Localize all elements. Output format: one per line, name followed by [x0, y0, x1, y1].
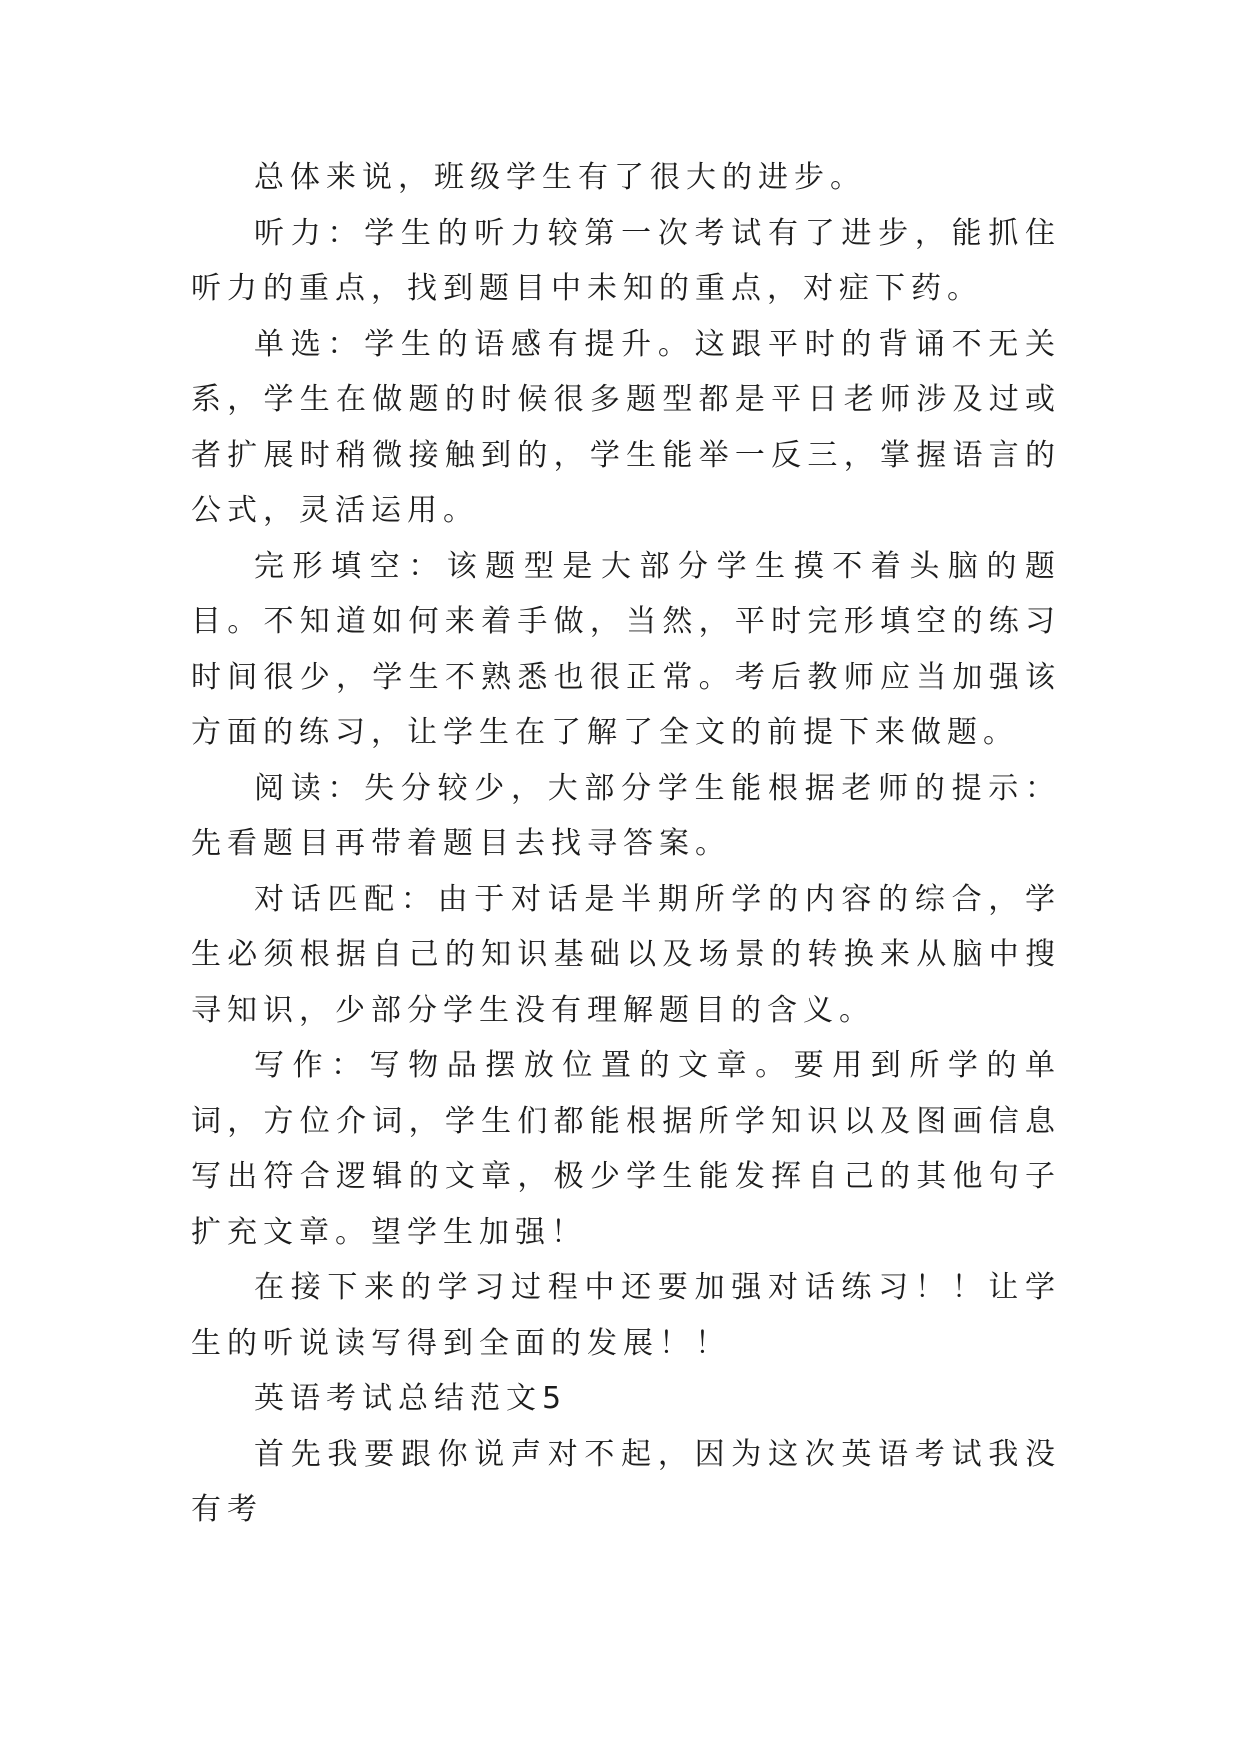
paragraph-cloze: 完形填空：该题型是大部分学生摸不着头脑的题目。不知道如何来着手做，当然，平时完形填空的练习时间很少，学生不熟悉也很正常。考后教师应当加强该方面的练习，让学生在了解了全文的前提下来做题。	[191, 548, 1061, 750]
paragraph-listening: 听力：学生的听力较第一次考试有了进步，能抓住听力的重点，找到题目中未知的重点，对症下药。	[191, 215, 1061, 306]
document-body	[191, 150, 1061, 1538]
paragraph-next-steps: 在接下来的学习过程中还要加强对话练习！！让学生的听说读写得到全面的发展！！	[191, 1270, 1061, 1361]
paragraph-reading: 阅读：失分较少，大部分学生能根据老师的提示：先看题目再带着题目去找寻答案。	[191, 770, 1061, 861]
paragraph-writing: 写作：写物品摆放位置的文章。要用到所学的单词，方位介词，学生们都能根据所学知识以及图画信息写出符合逻辑的文章，极少学生能发挥自己的其他句子扩充文章。望学生加强！	[191, 1048, 1061, 1250]
paragraph-dialogue-matching: 对话匹配：由于对话是半期所学的内容的综合，学生必须根据自己的知识基础以及场景的转换来从脑中搜寻知识，少部分学生没有理解题目的含义。	[191, 881, 1061, 1028]
paragraph-apology: 首先我要跟你说声对不起，因为这次英语考试我没有考	[191, 1436, 1061, 1527]
section-heading: 英语考试总结范文5	[254, 1381, 568, 1416]
paragraph-summary: 总体来说，班级学生有了很大的进步。	[254, 160, 866, 195]
paragraph-single-choice: 单选：学生的语感有提升。这跟平时的背诵不无关系，学生在做题的时候很多题型都是平日老师涉及过或者扩展时稍微接触到的，学生能举一反三，掌握语言的公式，灵活运用。	[191, 326, 1061, 528]
